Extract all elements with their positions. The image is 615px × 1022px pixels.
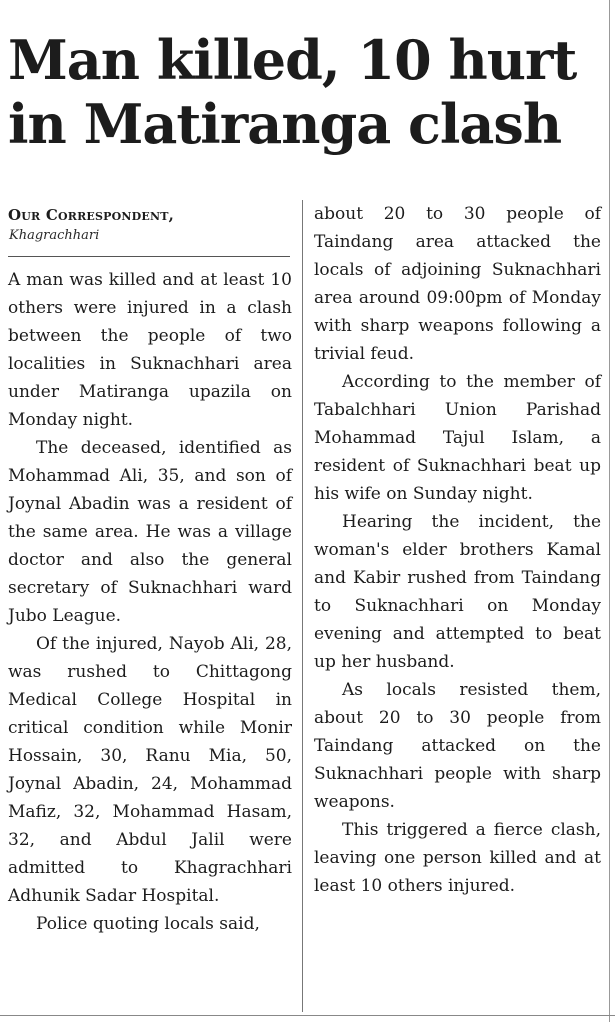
paragraph-2: The deceased, identified as Mohammad Ali, 35, and son of Joynal Abadin was a resident of the same area. He was a village doctor and also the general secretary of Suknachhari ward Jubo League.	[8, 438, 292, 626]
paragraph-6: Hearing the incident, the woman's elder brothers Kamal and Kabir rushed from Taindang to Suknachhari on Monday evening and attempted to beat up her husband.	[314, 512, 601, 672]
bottom-divider	[0, 1015, 615, 1016]
paragraph-1: A man was killed and at least 10 others were injured in a clash between the people of two localities in Suknachhari area under Matiranga upazila on Monday night.	[8, 270, 292, 430]
headline-line-1: Man killed, 10 hurt	[8, 28, 577, 92]
byline-divider	[8, 256, 290, 257]
column-divider	[302, 200, 303, 1012]
paragraph-5: According to the member of Tabalchhari Union Parishad Mohammad Tajul Islam, a resident of Suknachhari beat up his wife on Sunday night.	[314, 372, 601, 504]
byline-name: Our Correspondent,	[8, 206, 175, 224]
paragraph-8: This triggered a fierce clash, leaving one person killed and at least 10 others injured.	[314, 820, 601, 896]
clipping-edge	[609, 0, 610, 1022]
paragraph-7: As locals resisted them, about 20 to 30 people from Taindang attacked on the Suknachhari people with sharp weapons.	[314, 680, 601, 812]
paragraph-3: Of the injured, Nayob Ali, 28, was rushed to Chittagong Medical College Hospital in critical condition while Monir Hossain, 30, Ranu Mia, 50, Joynal Abadin, 24, Mohammad Mafiz, 32, Mohammad Hasam, 32, and Abdul Jalil were admitted to Khagrachhari Adhunik Sadar Hospital.	[8, 634, 292, 906]
byline-place: Khagrachhari	[9, 228, 100, 243]
headline	[8, 28, 608, 156]
article-column-left	[8, 266, 292, 938]
headline-line-2: in Matiranga clash	[8, 92, 562, 156]
article-column-right	[314, 200, 601, 900]
paragraph-4-start: Police quoting locals said,	[36, 914, 260, 934]
paragraph-4-continued: about 20 to 30 people of Taindang area attacked the locals of adjoining Suknachhari area around 09:00pm of Monday with sharp weapons following a trivial feud.	[314, 204, 601, 364]
